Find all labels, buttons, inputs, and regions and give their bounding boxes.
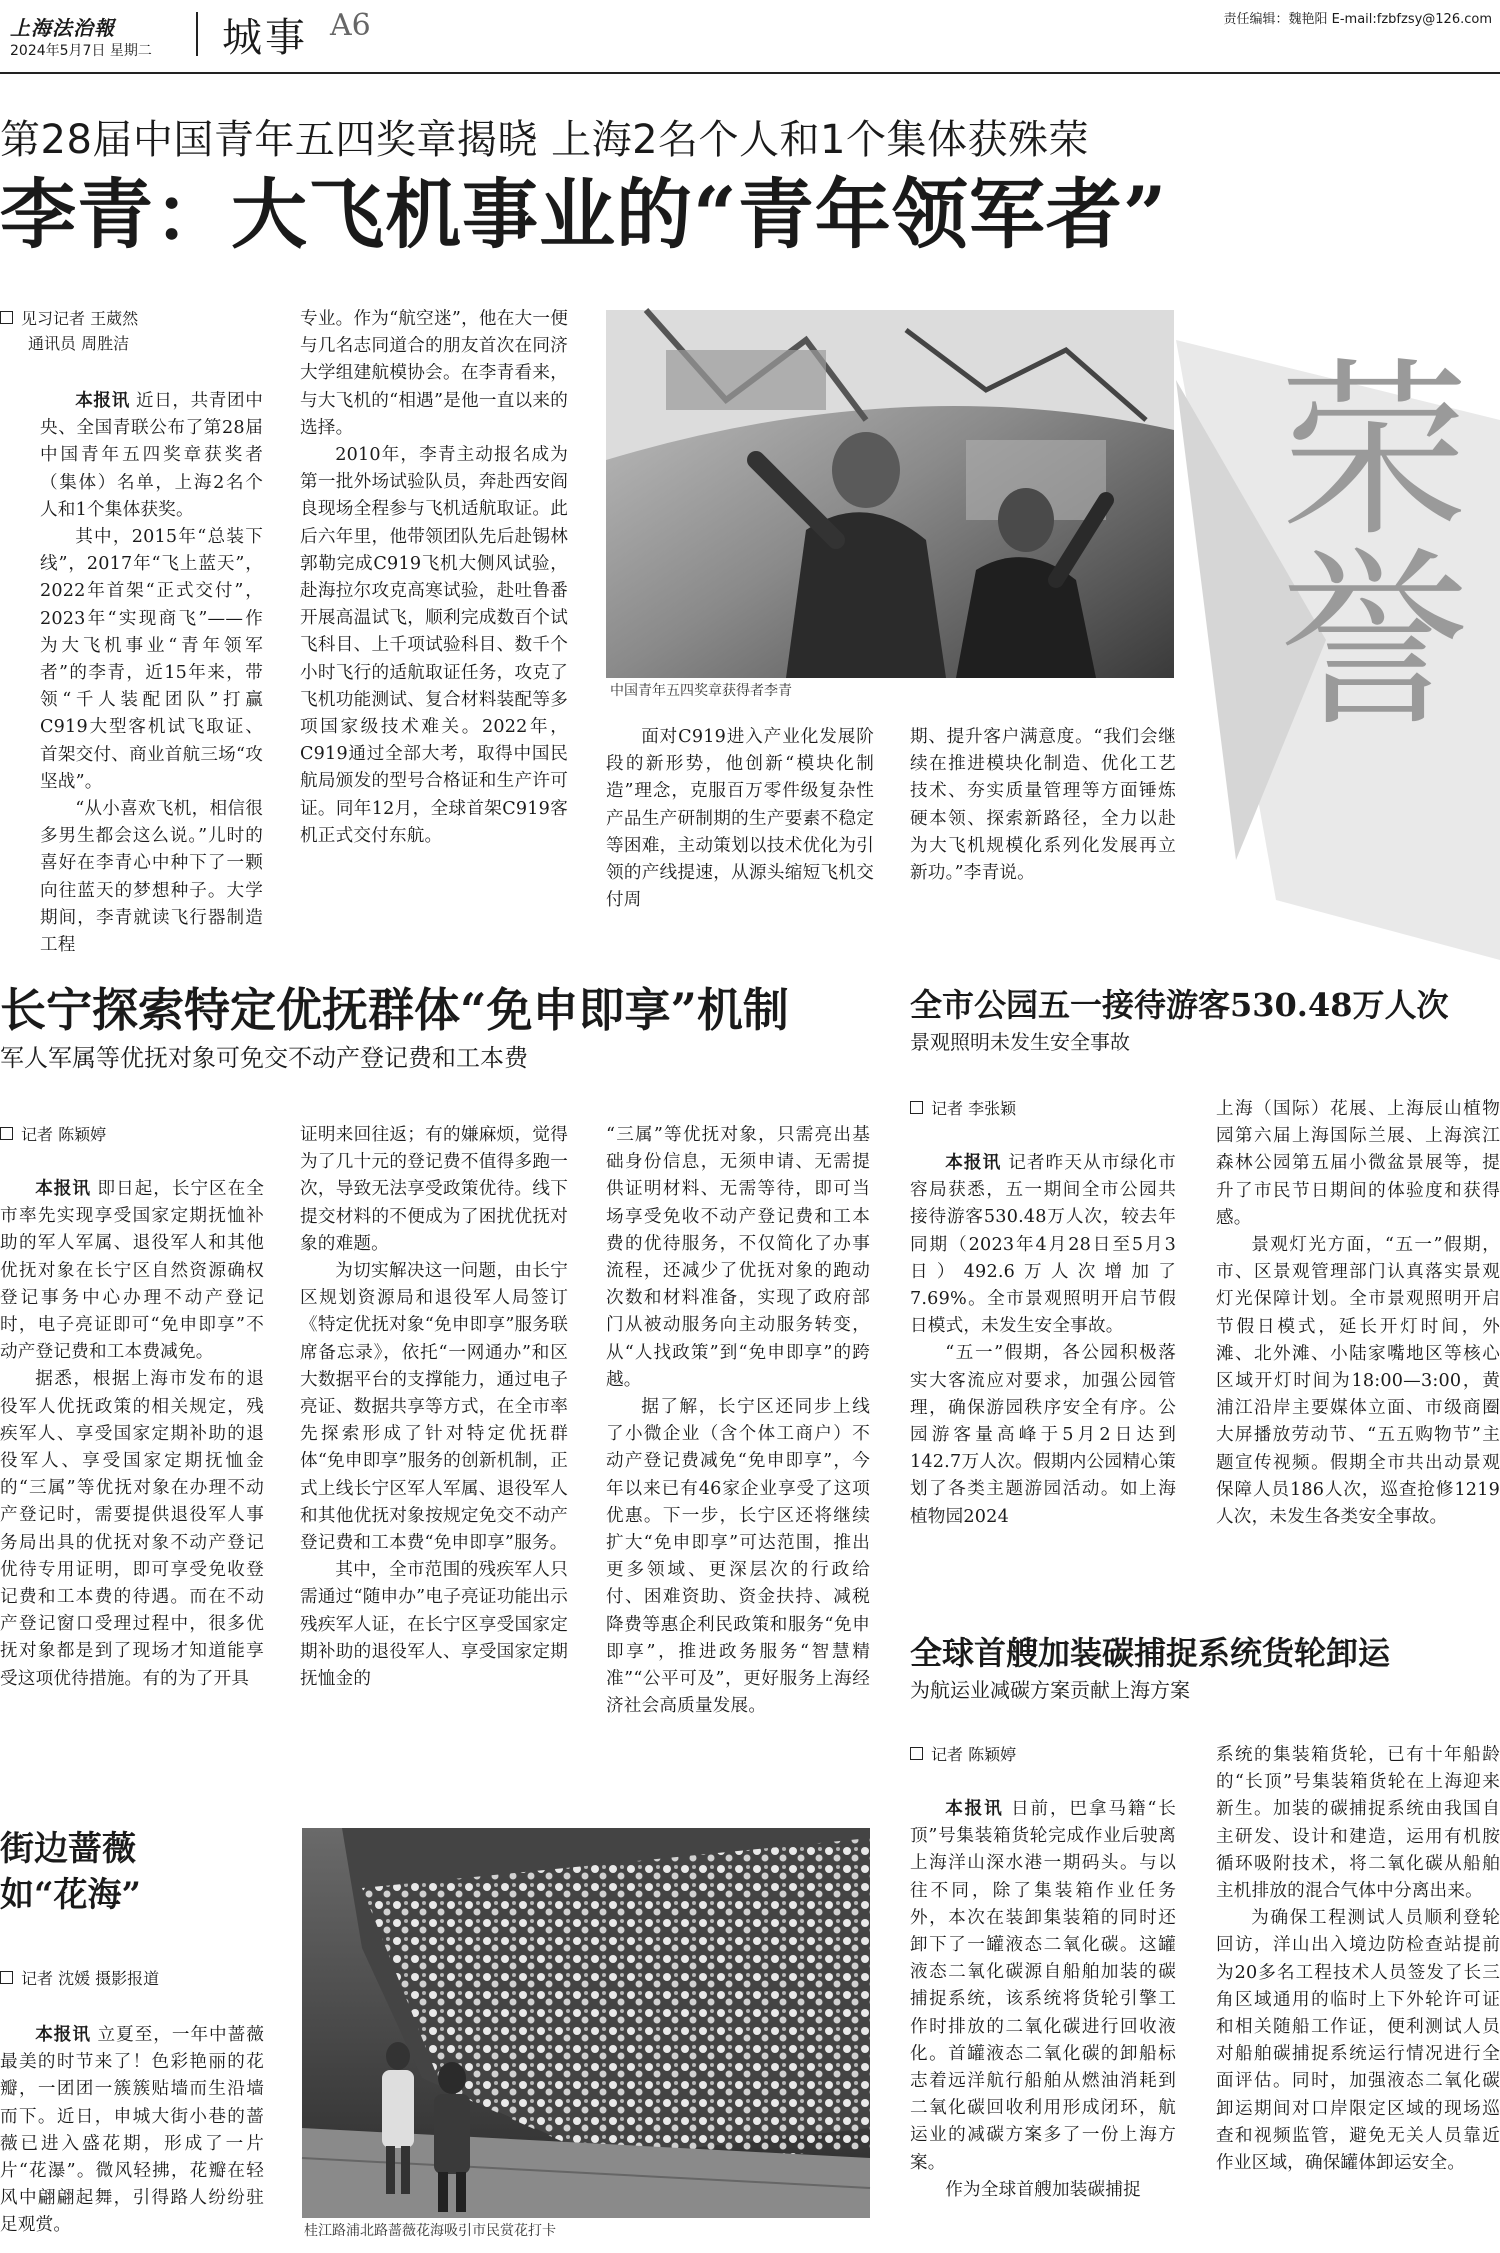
lead-marker: 本报讯 xyxy=(35,1179,91,1199)
article3-byline xyxy=(910,1096,1016,1121)
article2-column-1 xyxy=(0,1176,264,1776)
paragraph: 为确保工程测试人员顺利登轮回访，洋山出入境边防检查站提前为20多名工程技术人员签发了长三角区域通用的临时上下外轮许可证和相关随船工作证，便利测试人员对船舶碳捕捉系统运行情况进行全面评估。同时，加强液态二氧化碳卸运期间对口岸限定区域的现场巡查和视频监管，避免无关人员靠近作业区域，确保罐体卸运安全。 xyxy=(1216,1908,1500,2174)
honor-text: 荣誉 xyxy=(1248,350,1469,730)
reporter-name: 记者 陈颖婷 xyxy=(21,1125,107,1144)
paragraph: 其中，2015年“总装下线”，2017年“飞上蓝天”，2022年首架“正式交付”，2023年“实现商飞”——作为大飞机事业“青年领军者”的李青，近15年来，带领“千人装配团队”打赢C919大型客机试飞取证、首架交付、商业首航三场“攻坚战”。 xyxy=(40,527,263,792)
page-number: A6 xyxy=(330,8,371,43)
paragraph: 证明来回往返；有的嫌麻烦，觉得为了几十元的登记费不值得多跑一次，导致无法享受政策优待。线下提交材料的不便成为了困扰优抚对象的难题。 xyxy=(300,1125,568,1254)
article2-byline xyxy=(0,1122,106,1147)
article1-column-2 xyxy=(300,306,568,928)
paragraph: 据悉，根据上海市发布的退役军人优抚政策的相关规定，残疾军人、享受国家定期补助的退役军人、享受国家定期抚恤金的“三属”等优抚对象在办理不动产登记时，需要提供退役军人事务局出具的优抚对象不动产登记优待专用证明，即可享受免收登记费和工本费的待遇。而在不动产登记窗口受理过程中，很多优抚对象都是到了现场才知道能享受这项优待措施。有的为了开具 xyxy=(0,1369,264,1689)
reporter-name: 记者 沈媛 摄影报道 xyxy=(21,1969,160,1988)
paragraph: 专业。作为“航空迷”，他在大一便与几名志同道合的朋友首次在同济大学组建航模协会。在李青看来，与大飞机的“相遇”是他一直以来的选择。 xyxy=(300,309,568,438)
article3-column-1 xyxy=(910,1150,1176,1574)
paragraph: 期、提升客户满意度。“我们会继续在推进模块化制造、优化工艺技术、夯实质量管理等方面锤炼硬本领、探索新路径，全力以赴为大飞机规模化系列化发展再立新功。”李青说。 xyxy=(910,727,1176,884)
article3-subhead: 景观照明未发生安全事故 xyxy=(910,1030,1130,1054)
lead-marker: 本报讯 xyxy=(945,1799,1004,1819)
article1-byline xyxy=(0,306,138,356)
honor-decoration xyxy=(1176,340,1500,960)
article1-headline: 李青：大飞机事业的“青年领军者” xyxy=(0,170,1168,259)
byline-box-icon xyxy=(0,1971,13,1984)
masthead-divider xyxy=(196,12,198,56)
article5-headline xyxy=(0,1826,141,1918)
article2-column-3 xyxy=(606,1122,870,1776)
headline-line: 如“花海” xyxy=(0,1875,142,1915)
paragraph: 2010年，李青主动报名成为第一批外场试验队员，奔赴西安阎良现场全程参与飞机适航取证。此后六年里，他带领团队先后赴锡林郭勒完成C919飞机大侧风试验，赴海拉尔攻克高寒试验，赴吐鲁番开展高温试飞，顺利完成数百个试飞科目、上千项试验科目、数千个小时飞行的适航取证任务，攻克了飞机功能测试、复合材料装配等多项国家级技术难关。2022年，C919通过全部大考，取得中国民航局颁发的型号合格证和生产许可证。同年12月，全球首架C919客机正式交付东航。 xyxy=(300,445,568,846)
byline-box-icon xyxy=(0,311,13,324)
article1-column-3 xyxy=(606,724,874,928)
issue-date: 2024年5月7日 星期二 xyxy=(10,43,152,59)
lead-marker: 本报讯 xyxy=(75,391,130,411)
correspondent-name: 通讯员 周胜洁 xyxy=(28,334,130,353)
reporter-name: 记者 李张颖 xyxy=(931,1099,1017,1118)
paragraph: “三属”等优抚对象，只需亮出基础身份信息，无须申请、无需提供证明材料、无需等待，即可当场享受免收不动产登记费和工本费的优待服务，不仅简化了办事流程，还减少了优抚对象的跑动次数和材料准备，实现了政府部门从被动服务向主动服务转变，从“人找政策”到“免申即享”的跨越。 xyxy=(606,1125,870,1390)
photo-caption: 桂江路浦北路蔷薇花海吸引市民赏花打卡 xyxy=(304,2223,556,2239)
masthead-rule xyxy=(0,72,1500,74)
byline-box-icon xyxy=(910,1101,923,1114)
lead-marker: 本报讯 xyxy=(945,1153,1002,1173)
paper-name: 上海法治報 xyxy=(10,16,115,40)
editor-info: 责任编辑：魏艳阳 E-mail:fzbfzsy@126.com xyxy=(1223,12,1492,27)
reporter-name: 记者 陈颖婷 xyxy=(931,1745,1017,1764)
masthead xyxy=(0,0,1500,70)
article5-byline xyxy=(0,1966,159,1991)
paragraph: 上海（国际）花展、上海辰山植物园第六届上海国际兰展、上海滨江森林公园第五届小微盆景展等，提升了市民节日期间的体验度和获得感。 xyxy=(1216,1099,1500,1228)
paragraph: 系统的集装箱货轮，已有十年船龄的“长顶”号集装箱货轮在上海迎来新生。加装的碳捕捉系统由我国自主研发、设计和建造，运用有机胺循环吸附技术，将二氧化碳从船舶主机排放的混合气体中分离出来。 xyxy=(1216,1745,1500,1902)
article3-headline: 全市公园五一接待游客530.48万人次 xyxy=(910,986,1449,1024)
article1-column-4 xyxy=(910,724,1176,928)
reporter-name: 见习记者 王葳然 xyxy=(21,309,139,328)
article2-subhead: 军人军属等优抚对象可免交不动产登记费和工本费 xyxy=(0,1044,528,1072)
paragraph: 作为全球首艘加装碳捕捉 xyxy=(945,2179,1141,2200)
paragraph: “从小喜欢飞机，相信很多男生都会这么说。”儿时的喜好在李青心中种下了一颗向往蓝天的梦想种子。大学期间，李青就读飞行器制造工程 xyxy=(40,799,263,956)
article3-column-2 xyxy=(1216,1096,1500,1574)
paragraph: 据了解，长宁区还同步上线了小微企业（含个体工商户）不动产登记费减免“免申即享”，今年以来已有46家企业享受了这项优惠。下一步，长宁区还将继续扩大“免申即享”可达范围，推出更多领域、更深层次的行政给付、困难资助、资金扶持、减税降费等惠企利民政策和服务“免申即享”，推进政务服务“智慧精准”“公平可及”，更好服务上海经济社会高质量发展。 xyxy=(606,1397,870,1717)
article2-column-2 xyxy=(300,1122,568,1776)
paragraph: 即日起，长宁区在全市率先实现享受国家定期抚恤补助的军人军属、退役军人和其他优抚对象在长宁区自然资源确权登记事务中心办理不动产登记时，电子亮证即可“免申即享”不动产登记费和工本费减免。 xyxy=(0,1179,264,1363)
headline-line: 街边蔷薇 xyxy=(0,1829,136,1869)
article5-column-1 xyxy=(0,2022,264,2248)
paragraph: 立夏至，一年中蔷薇最美的时节来了！色彩艳丽的花瓣，一团团一簇簇贴墙而生沿墙而下。近日，申城大街小巷的蔷薇已进入盛花期，形成了一片片“花瀑”。微风轻拂，花瓣在轻风中翩翩起舞，引得路人纷纷驻足观赏。 xyxy=(0,2025,264,2236)
li-qing-photo xyxy=(606,310,1174,678)
byline-box-icon xyxy=(0,1127,13,1140)
lead-marker: 本报讯 xyxy=(35,2025,91,2045)
paragraph: 日前，巴拿马籍“长顶”号集装箱货轮完成作业后驶离上海洋山深水港一期码头。与以往不同，除了集装箱作业任务外，本次在装卸集装箱的同时还卸下了一罐液态二氧化碳。这罐液态二氧化碳源自船舶加装的碳捕捉系统，该系统将货轮引擎工作时排放的二氧化碳进行回收液化。首罐液态二氧化碳的卸船标志着远洋航行船舶从燃油消耗到二氧化碳回收利用形成闭环，航运业的减碳方案多了一份上海方案。 xyxy=(910,1799,1176,2173)
rose-wall-photo xyxy=(302,1828,870,2218)
article4-subhead: 为航运业减碳方案贡献上海方案 xyxy=(910,1678,1190,1702)
photo-caption: 中国青年五四奖章获得者李青 xyxy=(610,683,792,699)
article4-column-2 xyxy=(1216,1742,1500,2248)
article4-headline: 全球首艘加装碳捕捉系统货轮卸运 xyxy=(910,1634,1391,1672)
paragraph: 面对C919进入产业化发展阶段的新形势，他创新“模块化制造”理念，克服百万零件级复杂性产品生产研制期的生产要素不稳定等困难，主动策划以技术优化为引领的产线提速，从源头缩短飞机交付周 xyxy=(606,727,874,911)
article2-headline: 长宁探索特定优抚群体“免申即享”机制 xyxy=(0,983,789,1037)
paragraph: 其中，全市范围的残疾军人只需通过“随申办”电子亮证功能出示残疾军人证，在长宁区享受国家定期补助的退役军人、享受国家定期抚恤金的 xyxy=(300,1560,568,1690)
paragraph: 记者昨天从市绿化市容局获悉，五一期间全市公园共接待游客530.48万人次，较去年同期（2023年4月28日至5月3日）492.6万人次增加了7.69%。全市景观照明开启节假日模式，未发生安全事故。 xyxy=(910,1153,1176,1337)
paragraph: 近日，共青团中央、全国青联公布了第28届中国青年五四奖章获奖者（集体）名单，上海2名个人和1个集体获奖。 xyxy=(40,391,263,520)
section-name: 城事 xyxy=(222,15,308,61)
article1-kicker: 第28届中国青年五四奖章揭晓 上海2名个人和1个集体获殊荣 xyxy=(0,117,1090,163)
article4-byline xyxy=(910,1742,1016,1767)
paragraph: 景观灯光方面，“五一”假期，市、区景观管理部门认真落实景观灯光保障计划。全市景观照明开启节假日模式，延长开灯时间，外滩、北外滩、小陆家嘴地区等核心区域开灯时间为18:00—3:00，黄浦江沿岸主要媒体立面、市级商圈大屏播放劳动节、“五五购物节”主题宣传视频。假期全市共出动景观保障人员186人次，巡查抢修1219人次，未发生各类安全事故。 xyxy=(1216,1235,1500,1528)
article1-column-1 xyxy=(40,388,263,956)
article4-column-1 xyxy=(910,1796,1176,2248)
byline-box-icon xyxy=(910,1747,923,1760)
paragraph: “五一”假期，各公园积极落实大客流应对要求，加强公园管理，确保游园秩序安全有序。公园游客量高峰于5月2日达到142.7万人次。假期内公园精心策划了各类主题游园活动。如上海植物园2024 xyxy=(910,1343,1176,1527)
paragraph: 为切实解决这一问题，由长宁区规划资源局和退役军人局签订《特定优抚对象“免申即享”服务联席备忘录》，依托“一网通办”和区大数据平台的支撑能力，通过电子亮证、数据共享等方式，在全市率先探索形成了针对特定优抚群体“免申即享”服务的创新机制，正式上线长宁区军人军属、退役军人和其他优抚对象按规定免交不动产登记费和工本费“免申即享”服务。 xyxy=(300,1261,568,1554)
